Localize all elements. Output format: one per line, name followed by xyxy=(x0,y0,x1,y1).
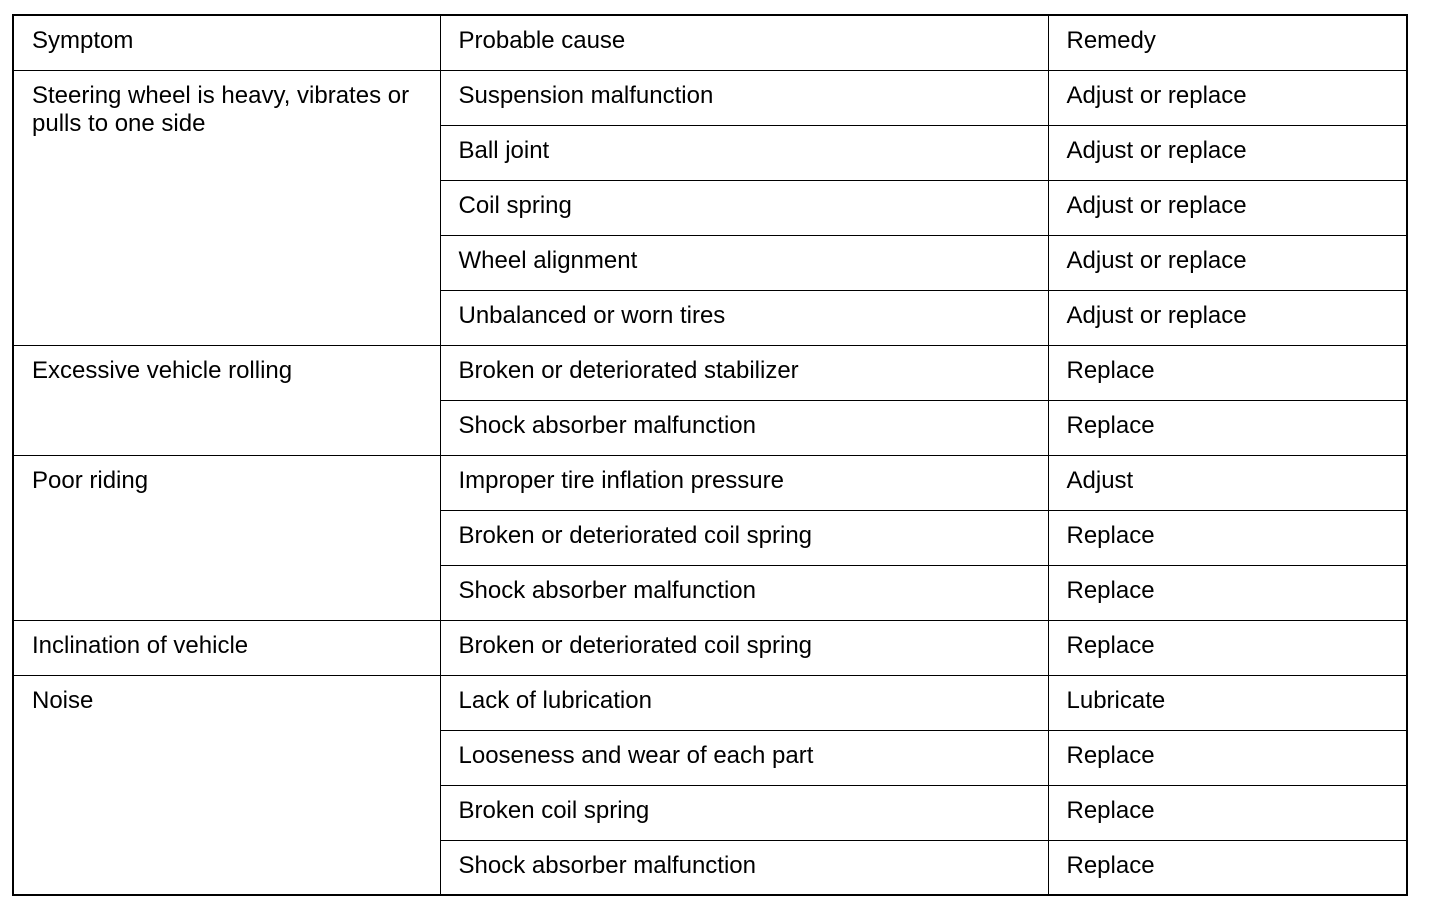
troubleshooting-table xyxy=(12,14,1408,896)
remedy-cell: Adjust or replace xyxy=(1048,180,1407,235)
symptom-cell: Inclination of vehicle xyxy=(13,620,440,675)
cause-cell: Suspension malfunction xyxy=(440,70,1048,125)
table-row xyxy=(13,345,1407,400)
cause-cell: Looseness and wear of each part xyxy=(440,730,1048,785)
cause-cell: Broken coil spring xyxy=(440,785,1048,840)
remedy-cell: Replace xyxy=(1048,400,1407,455)
remedy-cell: Adjust or replace xyxy=(1048,125,1407,180)
table-row xyxy=(13,620,1407,675)
remedy-cell: Adjust or replace xyxy=(1048,290,1407,345)
cause-cell: Shock absorber malfunction xyxy=(440,400,1048,455)
table-row xyxy=(13,455,1407,510)
remedy-cell: Adjust or replace xyxy=(1048,235,1407,290)
header-row xyxy=(13,15,1407,70)
table-row xyxy=(13,70,1407,125)
cause-cell: Lack of lubrication xyxy=(440,675,1048,730)
cause-cell: Broken or deteriorated coil spring xyxy=(440,620,1048,675)
cause-cell: Ball joint xyxy=(440,125,1048,180)
remedy-cell: Replace xyxy=(1048,565,1407,620)
cause-cell: Coil spring xyxy=(440,180,1048,235)
remedy-cell: Replace xyxy=(1048,345,1407,400)
header-symptom: Symptom xyxy=(13,15,440,70)
symptom-cell: Steering wheel is heavy, vibrates or pulls to one side xyxy=(13,70,440,345)
cause-cell: Broken or deteriorated coil spring xyxy=(440,510,1048,565)
remedy-cell: Replace xyxy=(1048,785,1407,840)
remedy-cell: Replace xyxy=(1048,840,1407,895)
cause-cell: Wheel alignment xyxy=(440,235,1048,290)
symptom-cell: Poor riding xyxy=(13,455,440,620)
remedy-cell: Replace xyxy=(1048,510,1407,565)
cause-cell: Shock absorber malfunction xyxy=(440,840,1048,895)
cause-cell: Broken or deteriorated stabilizer xyxy=(440,345,1048,400)
remedy-cell: Lubricate xyxy=(1048,675,1407,730)
header-probable-cause: Probable cause xyxy=(440,15,1048,70)
cause-cell: Shock absorber malfunction xyxy=(440,565,1048,620)
remedy-cell: Replace xyxy=(1048,730,1407,785)
cause-cell: Improper tire inflation pressure xyxy=(440,455,1048,510)
cause-cell: Unbalanced or worn tires xyxy=(440,290,1048,345)
symptom-cell: Noise xyxy=(13,675,440,895)
table-row xyxy=(13,675,1407,730)
remedy-cell: Adjust or replace xyxy=(1048,70,1407,125)
symptom-cell: Excessive vehicle rolling xyxy=(13,345,440,455)
remedy-cell: Adjust xyxy=(1048,455,1407,510)
header-remedy: Remedy xyxy=(1048,15,1407,70)
remedy-cell: Replace xyxy=(1048,620,1407,675)
